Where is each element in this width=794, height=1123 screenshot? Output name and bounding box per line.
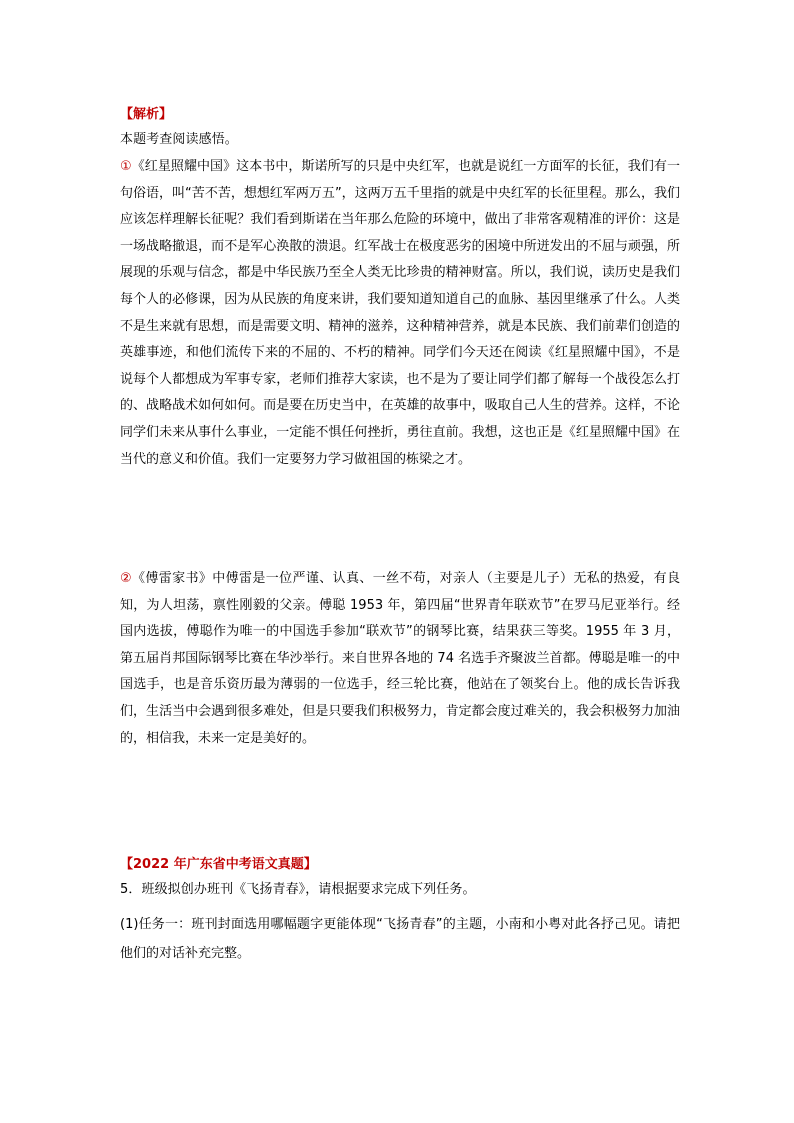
question-5: 5．班级拟创办班刊《飞扬青春》，请根据要求完成下列任务。 (120, 882, 476, 897)
analysis-heading: 【解析】 (120, 107, 173, 122)
analysis-intro: 本题考查阅读感悟。 (120, 132, 238, 147)
paragraph-marker-2: ② (120, 571, 133, 586)
question-5-task-1: (1)任务一：班刊封面选用哪幅题字更能体现“飞扬青春”的主题，小南和小粤对此各抒己见。请把他们的对话补充完整。 (120, 917, 680, 961)
paragraph-2-text: 《傅雷家书》中傅雷是一位严谨、认真、一丝不苟，对亲人（主要是儿子）无私的热爱，有良知，为人坦荡，禀性刚毅的父亲。傅聪 1953 年，第四届“世界青年联欢节”在罗马尼亚举行。经国内选拔，傅聪作为唯一的中国选手参加“联欢节”的钢琴比赛，结果获三等奖。1955 年 3 月，第五届肖邦国际钢琴比赛在华沙举行。来自世界各地的 74 名选手齐聚波兰首都。傅聪是唯一的中国选手，也是音乐资历最为薄弱的一位选手，经三轮比赛，他站在了领奖台上。他的成长告诉我们，生活当中会遇到很多难处，但是只要我们积极努力，肯定都会度过难关的，我会积极努力加油的，相信我，未来一定是美好的。 (120, 571, 680, 746)
paragraph-1-text: 《红星照耀中国》这本书中，斯诺所写的只是中央红军，也就是说红一方面军的长征，我们有一句俗语，叫“苦不苦，想想红军两万五”，这两万五千里指的就是中央红军的长征里程。那么，我们应该怎样理解长征呢？我们看到斯诺在当年那么危险的环境中，做出了非常客观精准的评价：这是一场战略撤退，而不是军心涣散的溃退。红军战士在极度恶劣的困境中所迸发出的不屈与顽强，所展现的乐观与信念，都是中华民族乃至全人类无比珍贵的精神财富。所以，我们说，读历史是我们每个人的必修课，因为从民族的角度来讲，我们要知道知道自己的血脉、基因里继承了什么。人类不是生来就有思想，而是需要文明、精神的滋养，这种精神营养，就是本民族、我们前辈们创造的英雄事迹，和他们流传下来的不屈的、不朽的精神。同学们今天还在阅读《红星照耀中国》，不是说每个人都想成为军事专家，老师们推荐大家读，也不是为了要让同学们都了解每一个战役怎么打的、战略战术如何如何。而是要在历史当中，在英雄的故事中，吸取自己人生的营养。这样，不论同学们未来从事什么事业，一定能不惧任何挫折，勇往直前。我想，这也正是《红星照耀中国》在当代的意义和价值。我们一定要努力学习做祖国的栋梁之才。 (120, 159, 680, 467)
analysis-paragraph-2 (120, 566, 680, 752)
paragraph-marker-1: ① (120, 159, 132, 174)
analysis-paragraph-1 (120, 154, 680, 473)
exam-source-heading: 【2022 年广东省中考语文真题】 (120, 857, 317, 872)
